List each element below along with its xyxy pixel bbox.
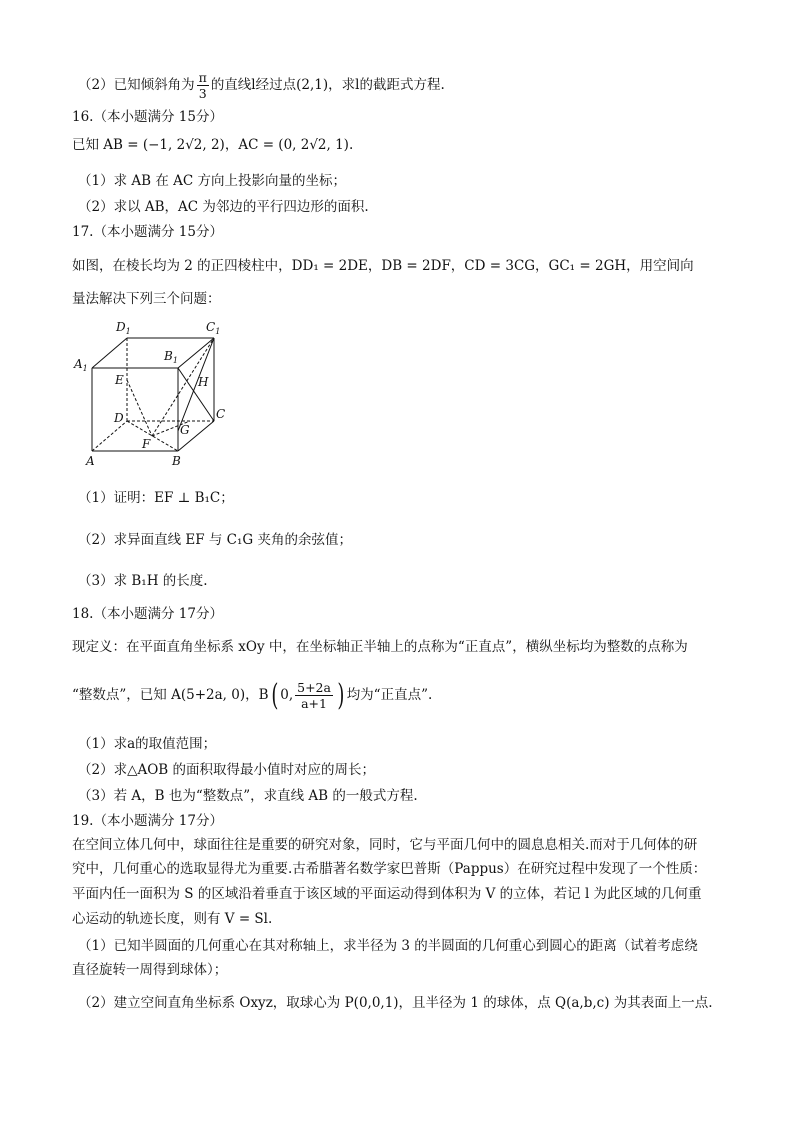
q17-header: 17.（本小题满分 15分） — [72, 224, 223, 240]
q19-part1-line2: 直径旋转一周得到球体）； — [72, 962, 228, 978]
q16-part1: （1）求 AB 在 AC 方向上投影向量的坐标； — [78, 173, 347, 189]
q15-part2-suffix: 的直线l经过点(2,1)，求l的截距式方程. — [210, 77, 445, 93]
q18-definition-suffix: 均为“正直点”. — [346, 687, 433, 703]
hidden-edge-a-d — [92, 421, 127, 451]
q19-part1-line1: （1）已知半圆面的几何重心在其对称轴上，求半径为 3 的半圆面的几何重心到圆心的距离（试着考虑绕 — [78, 938, 698, 954]
hidden-segment-e-f — [127, 380, 152, 436]
label-e: E — [115, 373, 124, 387]
q18-definition-line1: 现定义：在平面直角坐标系 xOy 中，在坐标轴正半轴上的点称为“正直点”，横纵坐标均为整数的点称为 — [72, 639, 688, 655]
q19-para-line2: 究中，几何重心的选取显得尤为重要.古希腊著名数学家巴普斯（Pappus）在研究过程中发现了一个性质： — [72, 861, 707, 877]
point-b-fraction-denominator: a+1 — [301, 696, 327, 711]
q17-intro-line1: 如图，在棱长均为 2 的正四棱柱中，DD₁ = 2DE，DB = 2DF，CD = 3CG，GC₁ = 2GH，用空间向 — [72, 258, 694, 274]
q17-intro-line2: 量法解决下列三个问题： — [72, 291, 221, 307]
q16-part2: （2）求以 AB，AC 为邻边的平行四边形的面积. — [78, 199, 369, 215]
point-b-fraction-numerator: 5+2a — [297, 680, 331, 695]
q18-definition-prefix: “整数点”，已知 A(5+2a, 0)，B — [72, 687, 269, 703]
q18-part3: （3）若 A，B 也为“整数点”，求直线 AB 的一般式方程. — [78, 788, 418, 804]
q16-given: 已知 AB = (−1, 2√2, 2)，AC = (0, 2√2, 1). — [72, 137, 354, 153]
q15-part2-prefix: （2）已知倾斜角为 — [78, 77, 195, 93]
label-g: G — [180, 423, 190, 437]
label-f: F — [142, 437, 151, 451]
q18-part1: （1）求a的取值范围； — [78, 736, 217, 752]
q17-part3: （3）求 B₁H 的长度. — [78, 573, 208, 589]
label-d1: $D_1$ — [116, 320, 131, 336]
q18-definition-line2: “整数点”，已知 A(5+2a, 0)，B( 0, $\frac{5+2a}{a+1}$ ) 均为“正直点”. — [72, 677, 433, 713]
q19-header: 19.（本小题满分 17分） — [72, 813, 223, 829]
q17-part2: （2）求异面直线 EF 与 C₁G 夹角的余弦值； — [78, 532, 353, 548]
point-b-x: 0, — [280, 687, 294, 703]
angle-fraction-denominator: 3 — [198, 86, 207, 101]
label-a1: $A_1$ — [74, 357, 88, 373]
q19-para-line1: 在空间立体几何中，球面往往是重要的研究对象，同时，它与平面几何中的圆息息相关.而对于几何体的研 — [72, 837, 698, 853]
segment-c1-g — [178, 338, 214, 431]
q19-part2: （2）建立空间直角坐标系 Oxyz，取球心为 P(0,0,1)，且半径为 1 的球体，点 Q(a,b,c) 为其表面上一点. — [78, 995, 713, 1011]
q18-part2: （2）求△AOB 的面积取得最小值时对应的周长； — [78, 762, 375, 778]
label-d: D — [114, 411, 124, 425]
point-b-fraction — [295, 680, 333, 711]
label-b1: $B_1$ — [164, 349, 178, 365]
label-a: A — [86, 454, 95, 468]
angle-fraction-numerator: π — [198, 70, 207, 85]
label-b: B — [172, 454, 181, 468]
segment-b1-c — [178, 368, 214, 421]
q19-para-line3: 平面内任一面积为 S 的区域沿着垂直于该区域的平面运动得到体积为 V 的立体，若记 l 为此区域的几何重 — [72, 886, 702, 902]
prism-figure — [72, 318, 232, 468]
q16-header: 16.（本小题满分 15分） — [72, 109, 223, 125]
q19-para-line4: 心运动的轨迹长度，则有 V = Sl. — [72, 911, 273, 927]
q17-part1: （1）证明：EF ⊥ B₁C； — [78, 490, 234, 506]
q15-part2 — [72, 70, 734, 101]
edge-a1-d1 — [92, 338, 127, 368]
label-c1: $C_1$ — [206, 320, 221, 336]
q18-header: 18.（本小题满分 17分） — [72, 606, 223, 622]
label-h: H — [198, 375, 209, 389]
angle-fraction — [197, 70, 209, 101]
label-c: C — [216, 407, 226, 421]
